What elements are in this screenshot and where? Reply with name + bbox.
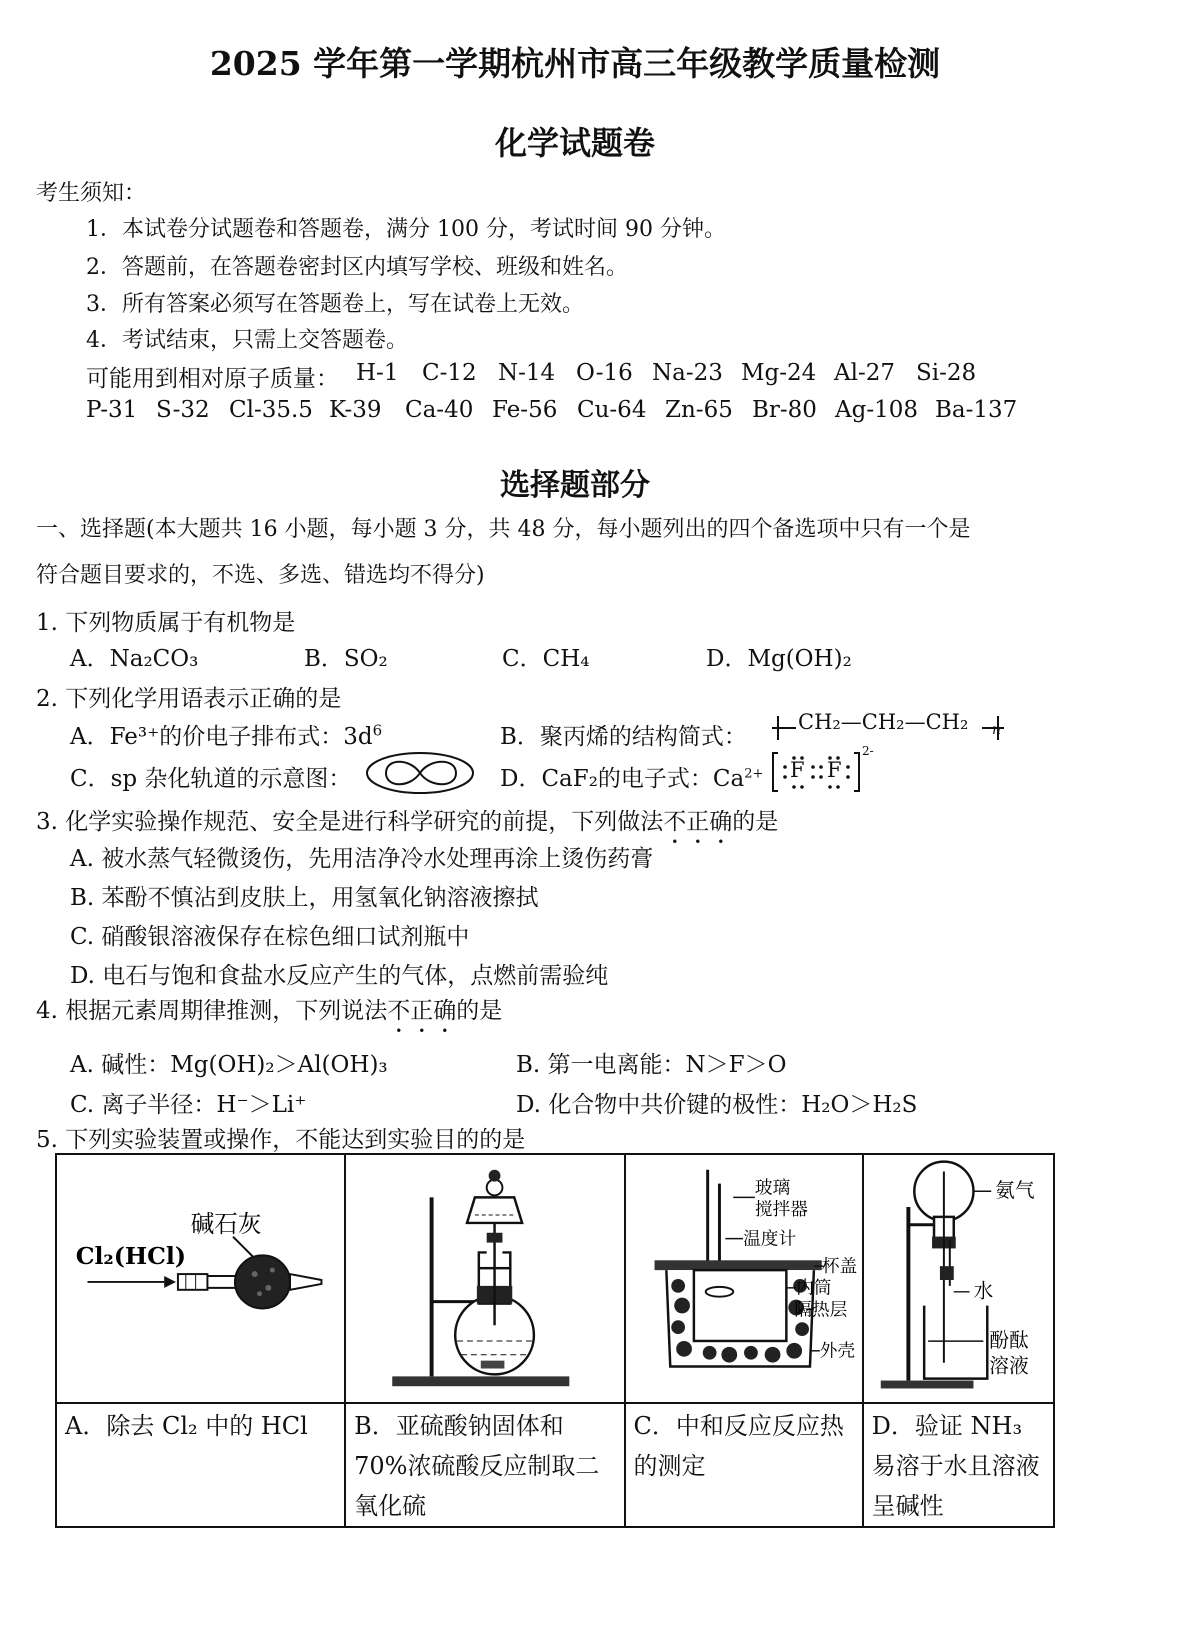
- mass-si: Si-28: [916, 360, 977, 386]
- mass-c: C-12: [422, 360, 477, 386]
- label-phenolphthalein: 酚酞: [988, 1329, 1029, 1353]
- q2-anion-charge: 2-: [862, 744, 874, 758]
- mass-zn: Zn-65: [665, 397, 733, 423]
- mass-h: H-1: [356, 360, 399, 386]
- q2-ca-charge: 2+: [744, 766, 764, 782]
- q4-stem-emph: 不正确: [387, 998, 457, 1024]
- mass-cu: Cu-64: [577, 397, 647, 423]
- label-inner-cup: 内筒: [795, 1278, 832, 1299]
- mass-ca: Ca-40: [405, 397, 474, 423]
- q1-option-b: B．SO₂: [304, 646, 388, 672]
- q4-option-a: A. 碱性：Mg(OH)₂＞Al(OH)₃: [70, 1052, 388, 1078]
- q2-option-d: [500, 760, 763, 793]
- q2-option-b-n: n: [992, 722, 1002, 738]
- atomic-mass-label: 可能用到相对原子质量：: [86, 366, 339, 392]
- q1-option-c: C．CH₄: [502, 646, 590, 672]
- mass-al: Al-27: [834, 360, 896, 386]
- reagent-pointer: [233, 1237, 253, 1257]
- label-glass: 玻璃: [754, 1178, 790, 1199]
- rubber-stopper: [178, 1274, 207, 1290]
- q2-option-d-text: D．CaF₂的电子式：Ca: [500, 766, 745, 792]
- beaker: [924, 1306, 987, 1379]
- stand-base: [392, 1376, 569, 1386]
- q3-stem-pre: 3. 化学实验操作规范、安全是进行科学研究的前提，下列做法: [36, 809, 664, 835]
- q1-option-a: A．Na₂CO₃: [70, 646, 199, 672]
- q5-panel-d: [863, 1154, 1054, 1403]
- q2-option-a-text: A．Fe³⁺的价电子排布式：3d: [70, 724, 373, 750]
- q4-option-c: C. 离子半径：H⁻＞Li⁺: [70, 1092, 307, 1118]
- drying-tube-figure: [58, 1156, 343, 1401]
- mass-n: N-14: [498, 360, 556, 386]
- mass-br: Br-80: [752, 397, 817, 423]
- mass-o: O-16: [576, 360, 633, 386]
- mass-k: K-39: [329, 397, 382, 423]
- label-ammonia: 氨气: [994, 1179, 1035, 1203]
- q5-caption-c: C．中和反应反应热的测定: [625, 1403, 863, 1527]
- q2-option-b-formula: CH₂—CH₂—CH₂: [798, 710, 969, 734]
- notice-heading: 考生须知：: [36, 181, 147, 206]
- drying-tube-bulb: [235, 1255, 290, 1308]
- label-water: 水: [973, 1279, 993, 1303]
- q5-stem: 5. 下列实验装置或操作，不能达到实验目的的是: [36, 1127, 526, 1153]
- q3-option-a: A. 被水蒸气轻微烫伤，先用洁净冷水处理再涂上烫伤药膏: [70, 846, 654, 872]
- q4-stem: [36, 992, 502, 1038]
- section-title: 选择题部分: [500, 468, 650, 503]
- panel-a-reagent-label: 碱石灰: [190, 1209, 262, 1238]
- q4-stem-pre: 4. 根据元素周期律推测，下列说法: [36, 998, 388, 1024]
- mass-fe: Fe-56: [492, 397, 558, 423]
- q2-option-b-text: B．聚丙烯的结构简式：: [500, 724, 747, 750]
- notice-item-1: 1．本试卷分试题卷和答题卷，满分 100 分，考试时间 90 分钟。: [86, 217, 726, 242]
- flow-arrow-head: [164, 1276, 176, 1288]
- q1-option-d: D．Mg(OH)₂: [706, 646, 852, 672]
- q3-option-b: B. 苯酚不慎沾到皮肤上，用氢氧化钠溶液擦拭: [70, 885, 539, 911]
- q5-apparatus-table: [55, 1153, 1055, 1528]
- q2-fluorine-1: F: [790, 758, 805, 782]
- notice-item-4: 4．考试结束，只需上交答题卷。: [86, 328, 408, 353]
- q2-option-a-sup: 6: [372, 721, 383, 740]
- q2-fluorine-2: F: [827, 758, 842, 782]
- mass-ag: Ag-108: [835, 397, 919, 423]
- mass-p: P-31: [86, 397, 138, 423]
- q3-option-d: D. 电石与饱和食盐水反应产生的气体，点燃前需验纯: [70, 963, 609, 989]
- cup-lid: [654, 1260, 821, 1270]
- q5-caption-b: B．亚硫酸钠固体和 70%浓硫酸反应制取二氧化硫: [345, 1403, 624, 1527]
- inner-cup: [693, 1270, 785, 1341]
- mass-mg: Mg-24: [741, 360, 817, 386]
- separatory-funnel: [467, 1197, 522, 1223]
- label-solution: 溶液: [988, 1354, 1029, 1378]
- electron-dot-brackets: [772, 750, 872, 794]
- mass-na: Na-23: [652, 360, 723, 386]
- mass-ba: Ba-137: [935, 397, 1018, 423]
- clamp-d: [940, 1266, 954, 1280]
- q4-stem-post: 的是: [456, 998, 503, 1024]
- notice-item-3: 3．所有答案必须写在答题卷上，写在试卷上无效。: [86, 292, 584, 317]
- q2-option-b: [500, 718, 747, 751]
- q3-stem-post: 的是: [732, 809, 779, 835]
- q5-caption-d: D．验证 NH₃ 易溶于水且溶液呈碱性: [863, 1403, 1054, 1527]
- q4-option-d: D. 化合物中共价键的极性：H₂O＞H₂S: [516, 1092, 918, 1118]
- q3-stem-emph: 不正确: [663, 809, 733, 835]
- q4-option-b: B. 第一电离能：N＞F＞O: [516, 1052, 787, 1078]
- q3-option-c: C. 硝酸银溶液保存在棕色细口试剂瓶中: [70, 924, 470, 950]
- q2-option-a: [70, 718, 382, 751]
- label-insulation: 隔热层: [793, 1300, 847, 1321]
- panel-a-gas-label: Cl₂(HCl): [75, 1242, 187, 1271]
- q2-option-c: C．sp 杂化轨道的示意图：: [70, 766, 352, 792]
- q5-panel-a: [56, 1154, 345, 1403]
- q5-panel-b: [345, 1154, 624, 1403]
- stopcock: [487, 1233, 503, 1243]
- notice-item-2: 2．答题前，在答题卷密封区内填写学校、班级和姓名。: [86, 255, 628, 280]
- label-stirrer: 搅拌器: [754, 1200, 808, 1221]
- label-outer-shell: 外壳: [819, 1341, 855, 1362]
- tube-outlet: [290, 1274, 321, 1290]
- q5-caption-a: A．除去 Cl₂ 中的 HCl: [56, 1403, 345, 1527]
- stand-base-d: [880, 1381, 973, 1389]
- page-title: 2025 学年第一学期杭州市高三年级教学质量检测: [209, 44, 941, 83]
- q1-stem: 1. 下列物质属于有机物是: [36, 610, 296, 636]
- label-thermometer: 温度计: [742, 1229, 796, 1250]
- mass-cl: Cl-35.5: [229, 397, 313, 423]
- section-intro-line2: 符合题目要求的，不选、多选、错选均不得分): [36, 563, 485, 588]
- caf2-electron-dot: [772, 750, 872, 798]
- mass-s: S-32: [156, 397, 210, 423]
- section-intro-line1: 一、选择题(本大题共 16 小题，每小题 3 分，共 48 分，每小题列出的四个备选项中只有一个是: [36, 517, 971, 542]
- sp-orbital-diagram: [364, 750, 476, 800]
- fountain-experiment-figure: [865, 1156, 1052, 1401]
- q2-stem: 2. 下列化学用语表示正确的是: [36, 686, 342, 712]
- label-lid: 杯盖: [821, 1257, 857, 1278]
- calorimeter-figure: [627, 1156, 861, 1401]
- so2-generator-figure: [347, 1156, 622, 1401]
- sp-orbital-icon: [364, 750, 476, 796]
- page-subtitle: 化学试题卷: [494, 124, 655, 162]
- q5-panel-c: [625, 1154, 863, 1403]
